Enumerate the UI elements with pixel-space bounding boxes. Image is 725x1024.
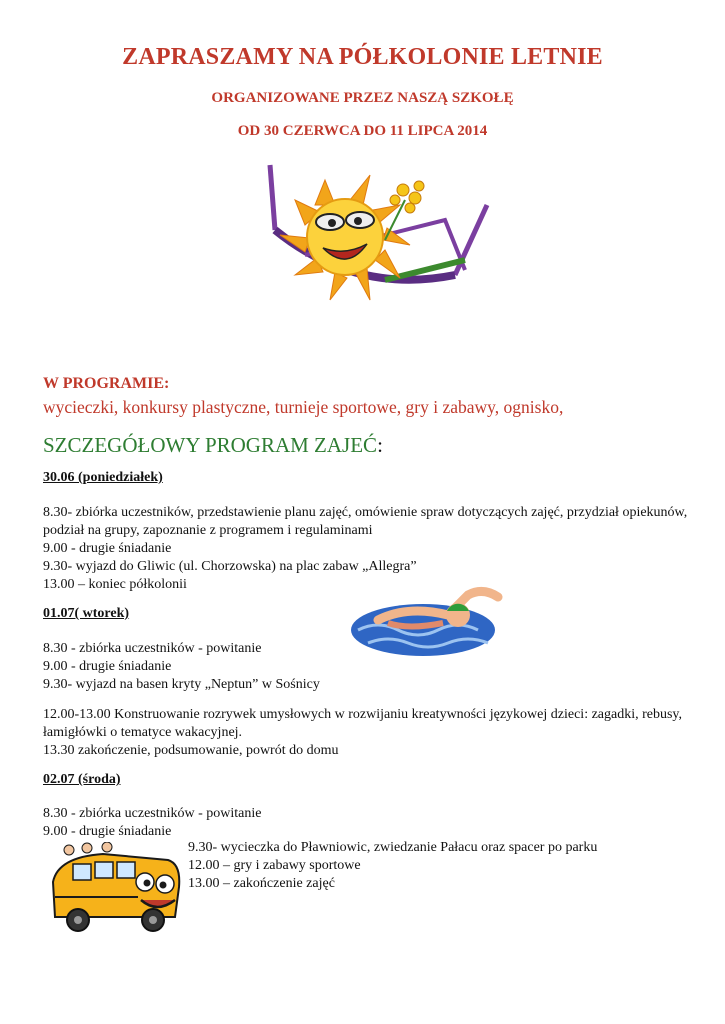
schedule-item: 13.00 – koniec półkolonii <box>43 577 187 592</box>
program-text: wycieczki, konkursy plastyczne, turnieje sportowe, gry i zabawy, ognisko, <box>43 397 564 417</box>
day-date: 01.07( wtorek) <box>43 606 130 621</box>
schedule-item: 12.00-13.00 Konstruowanie rozrywek umysłowych w rozwijaniu kreatywności językowej dzieci: zagadki, rebusy, łamigłówki o tematyce wakacyjnej. <box>43 707 683 740</box>
schedule-item: 9.30- wyjazd do Gliwic (ul. Chorzowska) na plac zabaw „Allegra” <box>43 559 417 574</box>
swimmer-illustration <box>348 575 503 665</box>
schedule-item: 13.00 – zakończenie zajęć <box>188 876 335 891</box>
school-bus-illustration <box>43 842 183 937</box>
day-date: 30.06 (poniedziałek) <box>43 470 163 485</box>
page-title: ZAPRASZAMY NA PÓŁKOLONIE LETNIE <box>122 44 603 70</box>
schedule-item: 9.00 - drugie śniadanie <box>43 541 172 556</box>
schedule-item: 8.30 - zbiórka uczestników - powitanie <box>43 641 262 656</box>
schedule-heading: SZCZEGÓŁOWY PROGRAM ZAJEĆ: <box>43 433 383 457</box>
schedule-item: 9.00 - drugie śniadanie <box>43 659 172 674</box>
sun-hammock-illustration <box>235 160 495 310</box>
schedule-item: 9.30- wyjazd na basen kryty „Neptun” w Sośnicy <box>43 677 320 692</box>
program-heading: W PROGRAMIE: <box>43 375 170 392</box>
schedule-item: 12.00 – gry i zabawy sportowe <box>188 858 361 873</box>
schedule-item: 8.30- zbiórka uczestników, przedstawienie planu zajęć, omówienie spraw dotyczących zajęć, przydział opiekunów, podział na grupy, zapoznanie z programem i regulaminami <box>43 505 688 538</box>
day-date: 02.07 (środa) <box>43 772 121 787</box>
schedule-item: 9.30- wycieczka do Pławniowic, zwiedzanie Pałacu oraz spacer po parku <box>188 840 598 855</box>
schedule-item: 13.30 zakończenie, podsumowanie, powrót do domu <box>43 743 339 758</box>
schedule-item: 8.30 - zbiórka uczestników - powitanie <box>43 806 262 821</box>
date-range: OD 30 CZERWCA DO 11 LIPCA 2014 <box>237 123 488 139</box>
page-subtitle: ORGANIZOWANE PRZEZ NASZĄ SZKOŁĘ <box>211 90 514 106</box>
schedule-item: 9.00 - drugie śniadanie <box>43 824 172 839</box>
